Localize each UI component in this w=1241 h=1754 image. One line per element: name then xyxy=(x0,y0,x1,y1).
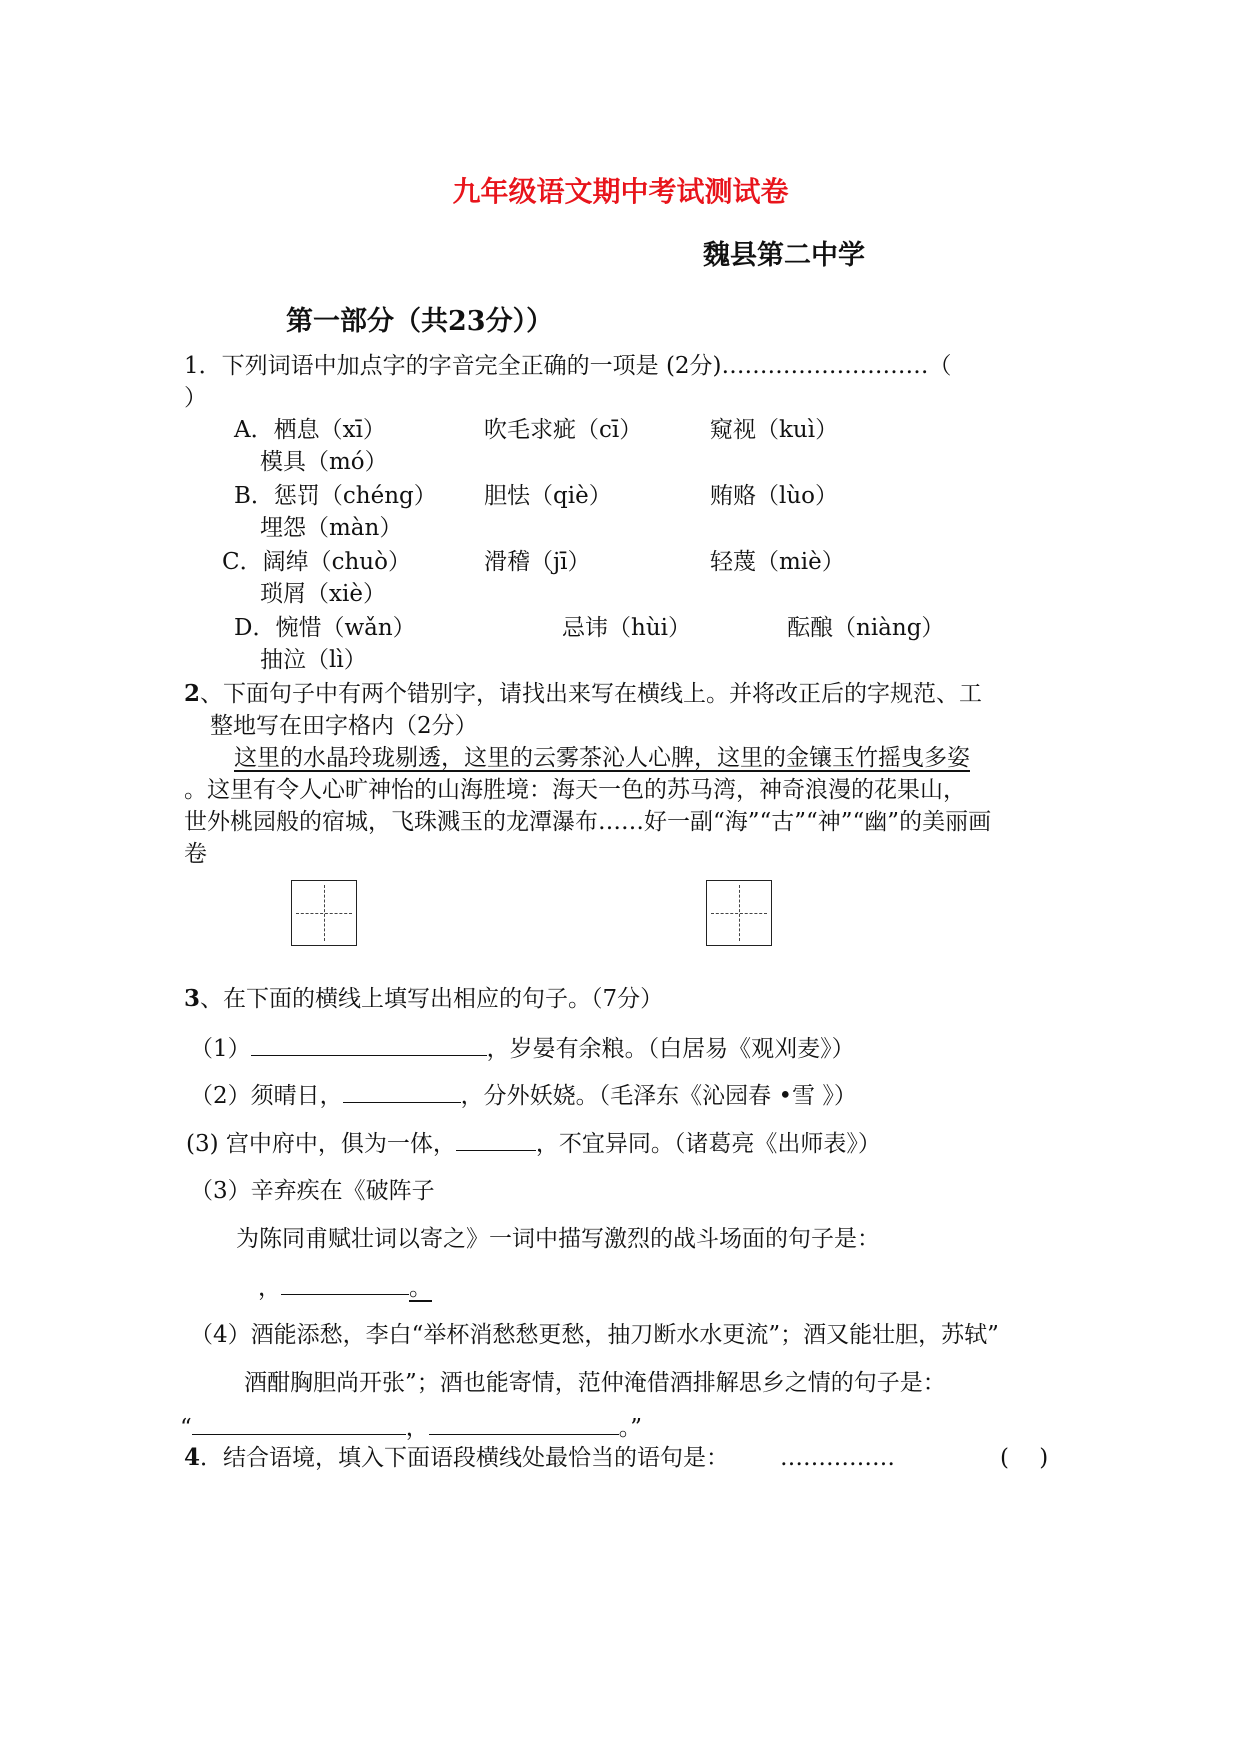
tianzige-box-2[interactable] xyxy=(706,880,772,946)
q2-stem xyxy=(184,679,982,709)
q3-item-3 xyxy=(186,1128,881,1159)
tianzige-box-1[interactable] xyxy=(291,880,357,946)
q1-option-b-1: B．惩罚（chéng） xyxy=(234,483,437,509)
school-name: 魏县第二中学 xyxy=(703,240,865,271)
q1-option-c-4: 琐屑（xiè） xyxy=(260,581,386,607)
q3-item-5-line-2: 酒酣胸胆尚开张”；酒也能寄情，范仲淹借酒排解思乡之情的句子是： xyxy=(244,1370,946,1396)
q2-passage-line-1: 这里的水晶玲珑剔透，这里的云雾茶沁人心脾，这里的金镶玉竹摇曳多姿 xyxy=(234,745,970,771)
q3-item-4-comma: ， xyxy=(258,1275,281,1301)
q3-item-4-line-2: 为陈同甫赋壮词以寄之》一词中描写激烈的战斗场面的句子是： xyxy=(236,1226,880,1252)
q3-item-2 xyxy=(190,1080,857,1111)
q3-stem xyxy=(184,984,663,1014)
answer-blank[interactable] xyxy=(343,1080,461,1103)
q3-item-5-comma: ， xyxy=(405,1415,429,1441)
q1-option-c-1: C．阔绰（chuò） xyxy=(222,549,411,575)
q4-answer-paren[interactable]: ( ) xyxy=(1000,1445,1049,1471)
answer-blank[interactable] xyxy=(281,1272,409,1295)
q1-option-a-4: 模具（mó） xyxy=(260,449,388,475)
q1-option-a-1: A．栖息（xī） xyxy=(234,417,386,443)
q4-number: 4 xyxy=(184,1444,201,1471)
q4-dots: …………… xyxy=(780,1445,895,1471)
section-heading: 第一部分（共23分）） xyxy=(286,306,554,337)
q3-item-1 xyxy=(190,1033,855,1064)
q1-option-c-3: 轻蔑（miè） xyxy=(710,549,845,575)
q1-option-b-2: 胆怯（qiè） xyxy=(484,483,612,509)
q3-item-4-line-3 xyxy=(258,1272,432,1303)
q3-item-5-line-3 xyxy=(180,1412,642,1443)
q3-stem-text: 、在下面的横线上填写出相应的句子。（7分） xyxy=(200,986,664,1012)
q1-option-a-3: 窥视（kuì） xyxy=(710,417,839,443)
q4-stem xyxy=(184,1443,729,1473)
q2-stem-2: 整地写在田字格内（2分） xyxy=(210,713,478,739)
q3-item-5: （4）酒能添愁，李白“举杯消愁愁更愁，抽刀断水水更流”；酒又能壮胆，苏轼” xyxy=(190,1322,999,1348)
q4-stem-text: ．结合语境，填入下面语段横线处最恰当的语句是： xyxy=(200,1445,730,1471)
q1-option-c-2: 滑稽（jī） xyxy=(484,549,591,575)
q1-option-d-2: 忌讳（hùi） xyxy=(562,615,691,641)
q1-option-d-4: 抽泣（lì） xyxy=(260,647,367,673)
q3-item-4: （3）辛弃疾在《破阵子 xyxy=(190,1178,435,1204)
q1-stem-tail: ） xyxy=(184,385,207,411)
q2-passage-line-2: 。这里有令人心旷神怡的山海胜境：海天一色的苏马湾，神奇浪漫的花果山， xyxy=(184,777,966,803)
q3-item-5-close: 。” xyxy=(618,1415,643,1441)
q3-number: 3 xyxy=(184,985,201,1012)
q1-option-a-2: 吹毛求疵（cī） xyxy=(484,417,643,443)
q2-number: 2 xyxy=(184,680,201,707)
q1-option-b-3: 贿赂（lùo） xyxy=(710,483,839,509)
q1-option-d-1: D．惋惜（wǎn） xyxy=(234,615,416,641)
q3-item-1-text: ，岁晏有余粮。（白居易《观刈麦》） xyxy=(486,1036,855,1062)
q3-item-2-text-b: ，分外妖娆。（毛泽东《沁园春 •雪 》） xyxy=(460,1083,857,1109)
q3-item-5-open-quote: “ xyxy=(180,1415,192,1441)
answer-blank[interactable] xyxy=(251,1033,487,1056)
q3-item-3-text-b: ，不宜异同。（诸葛亮《出师表》） xyxy=(535,1131,881,1157)
q2-passage-line-3: 世外桃园般的宿城，飞珠溅玉的龙潭瀑布……好一副“海”“古”“神”“幽”的美丽画 xyxy=(184,809,992,835)
q3-item-4-period: 。 xyxy=(409,1275,432,1301)
q1-stem: 1．下列词语中加点字的字音完全正确的一项是 (2分)………………………（ xyxy=(184,353,952,379)
q3-item-3-text-a: (3) 宫中府中，俱为一体， xyxy=(186,1131,456,1157)
q3-item-2-text-a: （2）须晴日， xyxy=(190,1083,343,1109)
answer-blank[interactable] xyxy=(192,1412,406,1435)
answer-blank[interactable] xyxy=(456,1128,536,1151)
answer-blank[interactable] xyxy=(429,1412,619,1435)
q2-stem-text: 、下面句子中有两个错别字，请找出来写在横线上。并将改正后的字规范、工 xyxy=(200,681,983,707)
q1-option-d-3: 酝酿（niàng） xyxy=(787,615,945,641)
page-title: 九年级语文期中考试测试卷 xyxy=(452,175,789,208)
q2-passage-line-4: 卷 xyxy=(184,841,207,867)
q1-option-b-4: 埋怨（màn） xyxy=(260,515,403,541)
q3-item-1-num: （1） xyxy=(190,1036,251,1062)
